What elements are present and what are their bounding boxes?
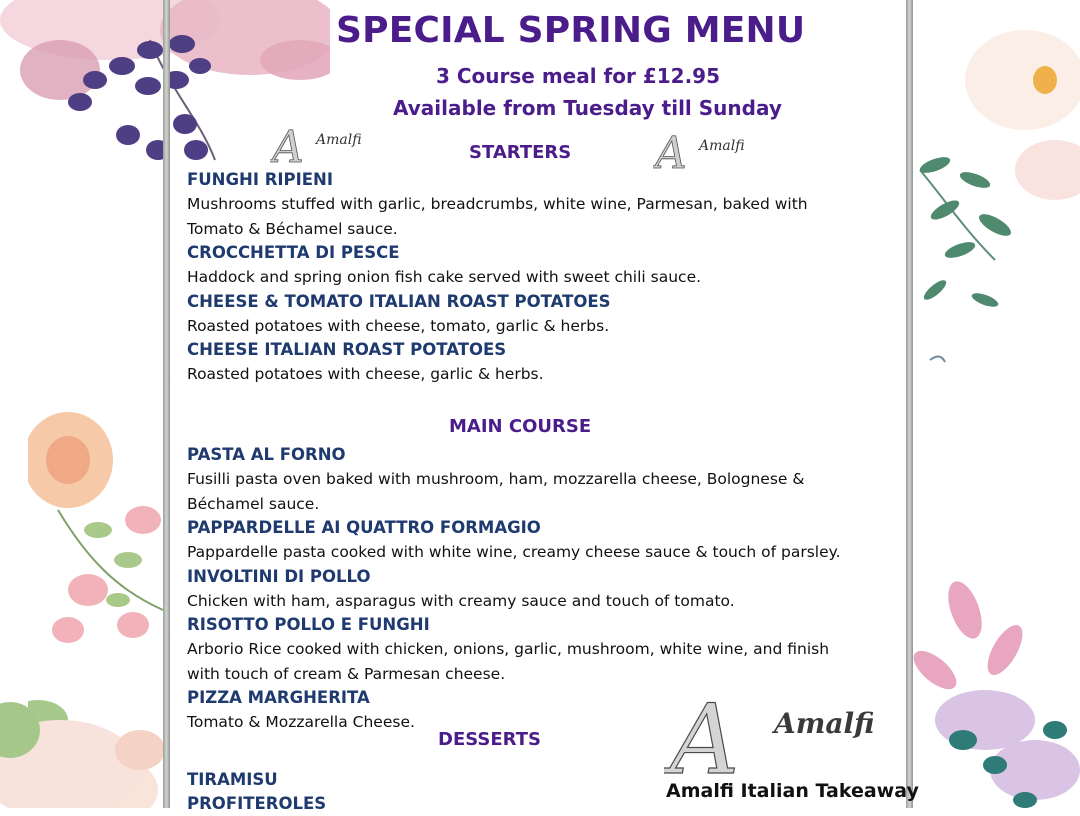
svg-text:A: A xyxy=(272,122,304,168)
floral-decoration-top-right xyxy=(905,0,1080,420)
menu-item-description: Roasted potatoes with cheese, tomato, garlic & herbs. xyxy=(187,316,610,335)
price-subtitle: 3 Course meal for £12.95 xyxy=(436,64,720,88)
menu-item-name: PROFITEROLES xyxy=(187,794,327,813)
main-course-heading: MAIN COURSE xyxy=(449,416,592,437)
svg-text:Amalfi: Amalfi xyxy=(774,707,875,740)
floral-decoration-bottom-right xyxy=(895,580,1080,808)
menu-item-name: CHEESE & TOMATO ITALIAN ROAST POTATOES xyxy=(187,291,611,311)
menu-item-name: PASTA AL FORNO xyxy=(187,445,346,464)
availability-line: Available from Tuesday till Sunday xyxy=(393,96,782,120)
svg-text:A: A xyxy=(655,128,687,174)
menu-item-name: PIZZA MARGHERITA xyxy=(187,688,370,707)
menu-item-name: FUNGHI RIPIENI xyxy=(187,170,334,189)
menu-item-description: Tomato & Mozzarella Cheese. xyxy=(187,713,415,731)
svg-text:Amalfi: Amalfi xyxy=(699,138,745,154)
amalfi-logo-left xyxy=(270,122,388,168)
frame-rail-left xyxy=(163,0,170,808)
business-name: Amalfi Italian Takeaway xyxy=(666,780,919,802)
menu-item-description: Haddock and spring onion fish cake served with sweet chili sauce. xyxy=(187,268,702,286)
menu-item-description: Pappardelle pasta cooked with white wine, creamy cheese sauce & touch of parsley. xyxy=(187,543,841,561)
starters-heading: STARTERS xyxy=(469,142,572,163)
menu-item-name: INVOLTINI DI POLLO xyxy=(187,566,371,586)
menu-item-name: CROCCHETTA DI PESCE xyxy=(187,243,400,262)
svg-text:Amalfi: Amalfi xyxy=(316,132,362,148)
menu-item-description: Roasted potatoes with cheese, garlic & herbs. xyxy=(187,365,544,383)
desserts-heading: DESSERTS xyxy=(438,729,541,750)
amalfi-logo-large xyxy=(664,685,896,783)
menu-title: SPECIAL SPRING MENU xyxy=(336,10,806,51)
menu-item-description: Fusilli pasta oven baked with mushroom, ham, mozzarella cheese, Bolognese & Béchamel sauce. xyxy=(187,470,805,513)
floral-decoration-bottom-left xyxy=(0,690,170,808)
menu-item-name: CHEESE ITALIAN ROAST POTATOES xyxy=(187,340,507,359)
svg-text:A: A xyxy=(670,685,740,783)
starters-list xyxy=(187,168,867,387)
frame-rail-right xyxy=(906,0,913,808)
menu-item-description: Arborio Rice cooked with chicken, onions, garlic, mushroom, white wine, and finish with touch of cream & Parmesan cheese. xyxy=(187,640,830,683)
menu-item-description: Chicken with ham, asparagus with creamy sauce and touch of tomato. xyxy=(187,591,735,610)
menu-item-name: TIRAMISU xyxy=(187,770,278,789)
menu-item-description: Mushrooms stuffed with garlic, breadcrumbs, white wine, Parmesan, baked with Tomato & Béchamel sauce. xyxy=(187,195,808,238)
menu-item-name: PAPPARDELLE AI QUATTRO FORMAGIO xyxy=(187,518,541,537)
menu-item-name: RISOTTO POLLO E FUNGHI xyxy=(187,615,430,634)
